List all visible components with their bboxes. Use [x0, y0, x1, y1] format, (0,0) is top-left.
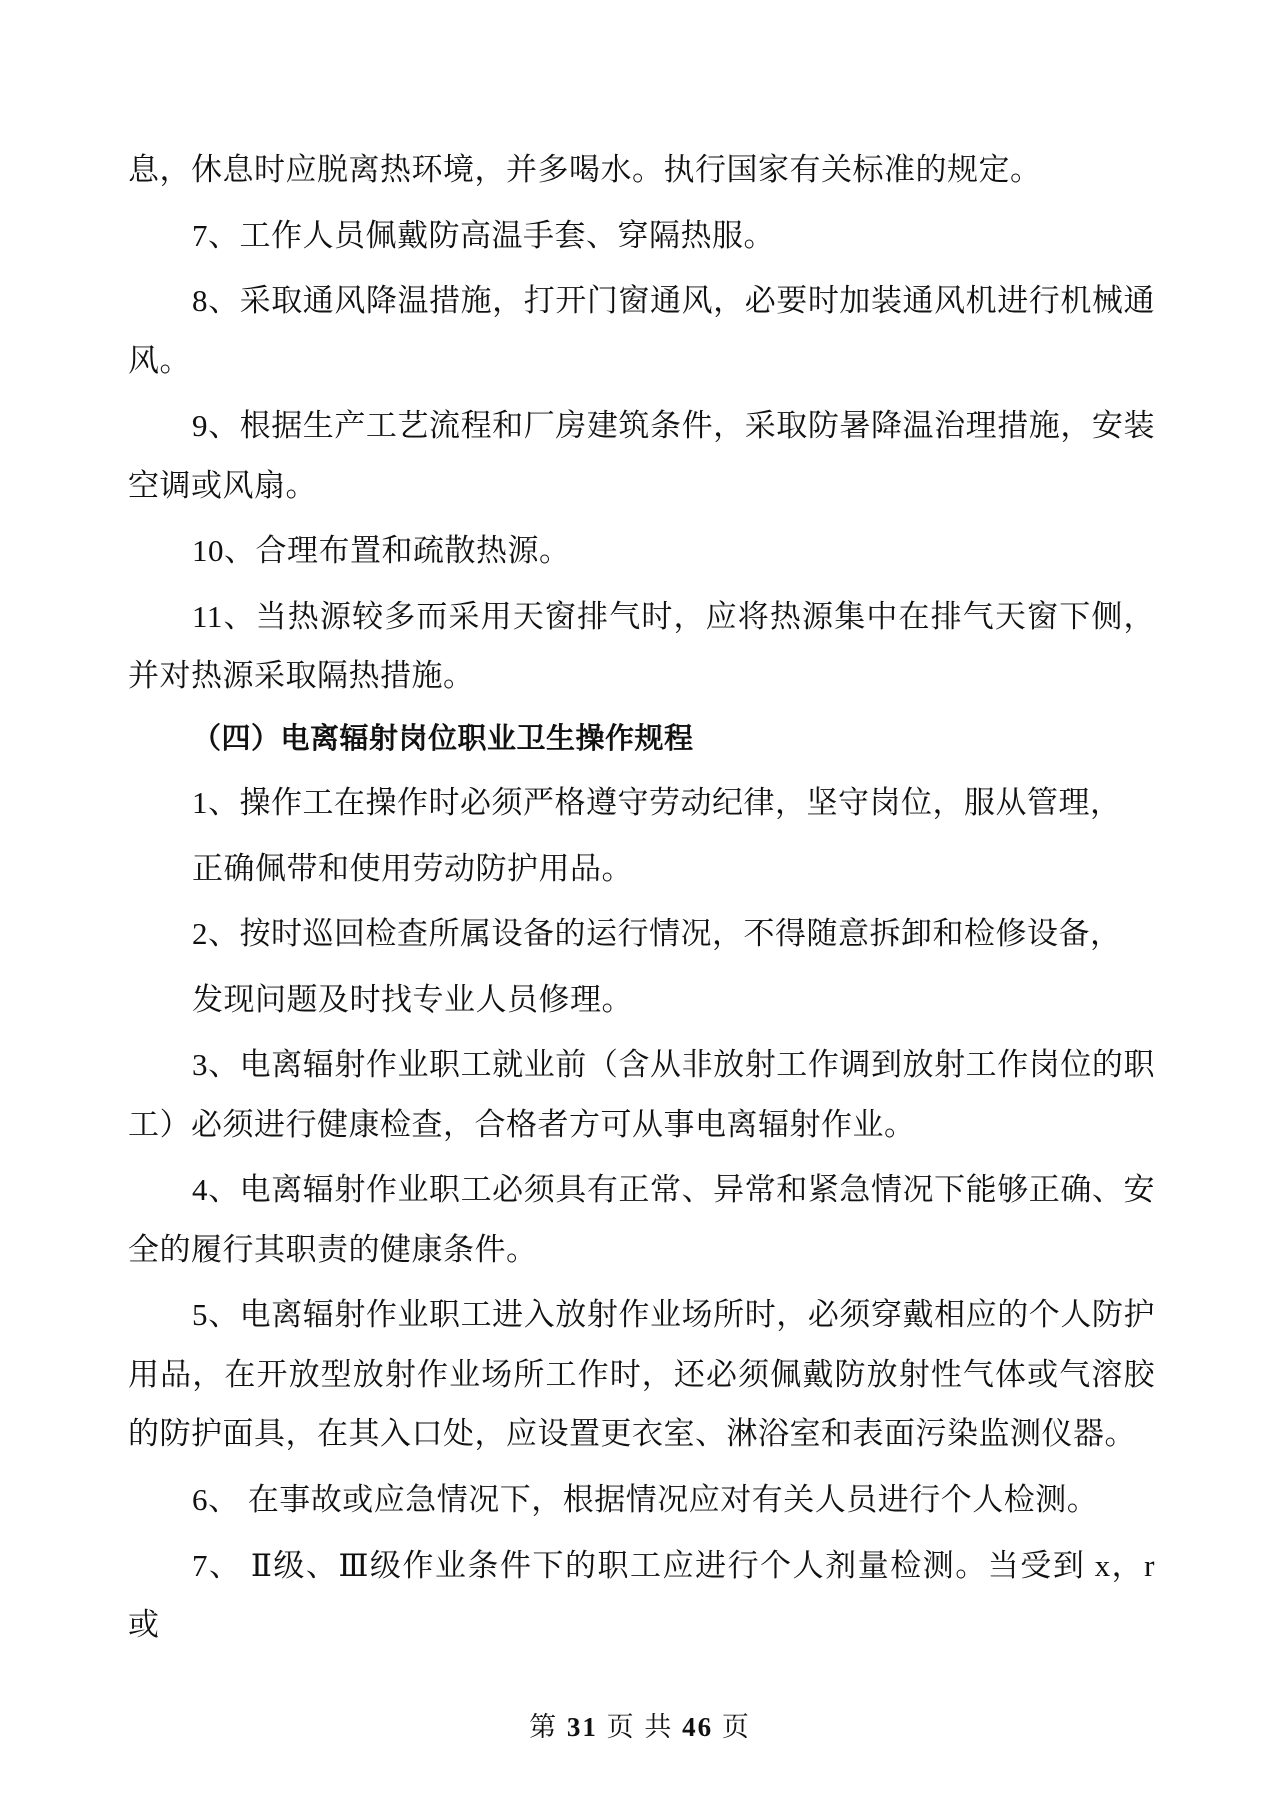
paragraph-continuation: 息，休息时应脱离热环境，并多喝水。执行国家有关标准的规定。: [128, 152, 1042, 187]
list-item-rad-5: 5、电离辐射作业职工进入放射作业场所时，必须穿戴相应的个人防护用品，在开放型放射作业场所工作时，还必须佩戴防放射性气体或气溶胶的防护面具，在其入口处，应设置更衣室、淋浴室和表面污染监测仪器。: [128, 1297, 1155, 1452]
list-item-10: 10、合理布置和疏散热源。: [192, 533, 571, 569]
list-item-rad-4: 4、电离辐射作业职工必须具有正常、异常和紧急情况下能够正确、安全的履行其职责的健康条件。: [128, 1172, 1155, 1267]
list-item-rad-3: 3、电离辐射作业职工就业前（含从非放射工作调到放射工作岗位的职工）必须进行健康检查，合格者方可从事电离辐射作业。: [128, 1047, 1155, 1142]
list-item-9: 9、根据生产工艺流程和厂房建筑条件，采取防暑降温治理措施，安装空调或风扇。: [128, 408, 1155, 503]
document-body: [128, 140, 1155, 1655]
list-item-8: 8、采取通风降温措施，打开门窗通风，必要时加装通风机进行机械通风。: [128, 283, 1155, 378]
list-item-rad-1-continued: 正确佩带和使用劳动防护用品。: [192, 850, 633, 886]
footer-suffix: 页: [721, 1712, 751, 1742]
footer-prefix: 第: [529, 1712, 559, 1742]
list-item-rad-7: 7、 Ⅱ级、Ⅲ级作业条件下的职工应进行个人剂量检测。当受到 x，r 或: [128, 1547, 1155, 1643]
footer-total-pages: 46: [682, 1712, 714, 1742]
list-item-rad-2-continued: 发现问题及时找专业人员修理。: [192, 981, 633, 1017]
list-item-rad-1: 1、操作工在操作时必须严格遵守劳动纪律，坚守岗位，服从管理，: [192, 785, 1122, 821]
list-item-7: 7、工作人员佩戴防高温手套、穿隔热服。: [192, 217, 775, 253]
list-item-rad-6: 6、 在事故或应急情况下，根据情况应对有关人员进行个人检测。: [192, 1481, 1099, 1517]
list-item-11: 11、当热源较多而采用天窗排气时，应将热源集中在排气天窗下侧，并对热源采取隔热措施。: [128, 598, 1155, 694]
footer-middle: 页 共: [606, 1712, 674, 1742]
list-item-rad-2: 2、按时巡回检查所属设备的运行情况，不得随意拆卸和检修设备，: [192, 916, 1122, 952]
section-heading: （四）电离辐射岗位职业卫生操作规程: [192, 722, 694, 755]
footer-current-page: 31: [566, 1712, 598, 1742]
page-footer: [0, 1705, 1280, 1744]
